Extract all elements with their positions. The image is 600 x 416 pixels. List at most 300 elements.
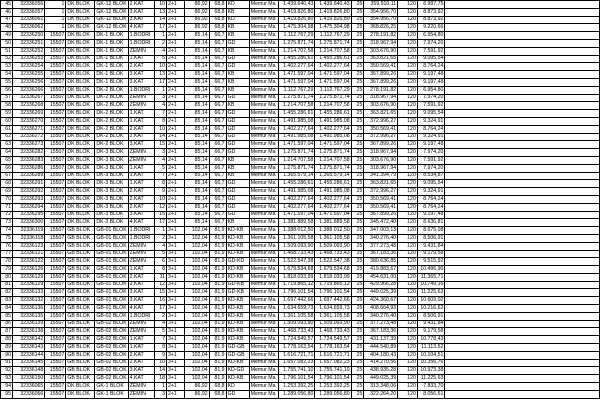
row-no-cell[interactable]: 67 <box>1 172 13 180</box>
facade-cell[interactable]: GD <box>226 125 249 133</box>
percent-cell[interactable]: 25 <box>351 102 364 110</box>
block-cell[interactable]: GK-12 BLOK <box>96 0 127 7</box>
facade-cell[interactable]: GD <box>226 63 249 71</box>
room-type-cell[interactable]: 3+1 <box>167 273 185 281</box>
unit-no-cell[interactable]: 11 <box>154 273 166 281</box>
category-cell[interactable]: Memur Ma <box>249 94 279 102</box>
net-area-cell[interactable]: 66,7 <box>209 39 226 47</box>
id-cell[interactable]: 32336293 <box>13 195 45 203</box>
code-cell[interactable]: 15507 <box>45 203 66 211</box>
block-group-cell[interactable]: GB BLOK <box>66 344 95 352</box>
block-cell[interactable]: GB-02 BLOK <box>96 367 127 374</box>
floor-cell[interactable]: 1.BODRI <box>128 312 154 320</box>
floor-cell[interactable]: 2.KAT <box>128 359 154 367</box>
total-price-cell[interactable]: 1.475.304,98 <box>315 24 351 32</box>
unit-no-cell[interactable]: 5 <box>154 164 166 172</box>
term-cell[interactable]: 120 <box>398 71 418 79</box>
term-cell[interactable]: 120 <box>398 289 418 297</box>
category-cell[interactable]: Memur Ma <box>249 203 279 211</box>
block-cell[interactable]: GK-1 BLOK <box>95 390 128 398</box>
code-cell[interactable]: 1 <box>45 24 66 32</box>
id-cell[interactable]: 32336119 <box>13 227 45 235</box>
term-cell[interactable]: 120 <box>398 258 418 266</box>
room-type-cell[interactable]: 3+1 <box>167 242 185 250</box>
block-cell[interactable]: DK-1 BLOK <box>95 63 128 71</box>
code-cell[interactable]: 15507 <box>45 63 66 71</box>
facade-cell[interactable]: KD-KB <box>226 336 249 344</box>
code-cell[interactable]: 15507 <box>45 125 66 133</box>
room-type-cell[interactable]: 2+1 <box>167 219 185 227</box>
installment-cell[interactable]: 7.974,20 <box>417 164 445 172</box>
category-cell[interactable]: Memur Ma <box>249 24 279 32</box>
block-group-cell[interactable]: DK BLOK <box>66 125 95 133</box>
room-type-cell[interactable]: 3+1 <box>167 328 185 336</box>
code-cell[interactable]: 15507 <box>45 55 66 63</box>
installment-cell[interactable]: 11.225,63 <box>417 375 445 383</box>
down-payment-cell[interactable]: 408.664,93 <box>364 305 398 313</box>
block-cell[interactable]: DK-2 BLOK <box>95 141 128 149</box>
total-price-cell[interactable]: 1.439.640,43 <box>315 1 351 9</box>
block-cell[interactable]: GB-02 BLOK <box>96 328 127 335</box>
down-payment-cell[interactable]: 278.191,82 <box>364 32 398 40</box>
room-type-cell[interactable]: 3+1 <box>167 266 185 274</box>
installment-cell[interactable]: 7.591,92 <box>417 156 445 164</box>
price-cell[interactable]: 1.778.163,54 <box>279 344 315 352</box>
net-area-cell[interactable]: 81,9 <box>209 266 226 274</box>
percent-cell[interactable]: 25 <box>351 63 364 71</box>
facade-cell[interactable]: GD-GB <box>226 344 249 352</box>
row-no-cell[interactable]: 79 <box>1 266 13 274</box>
total-price-cell[interactable]: 1.491.985,08 <box>315 188 351 196</box>
net-area-cell[interactable]: 81,9 <box>209 320 226 328</box>
row-no-cell[interactable]: 48 <box>1 24 13 32</box>
gross-area-cell[interactable]: 102,04 <box>185 281 209 289</box>
total-price-cell[interactable]: 1.214.707,58 <box>315 102 351 110</box>
room-type-cell[interactable]: 2+1 <box>167 110 185 118</box>
id-cell[interactable]: 32336148 <box>13 367 45 375</box>
gross-area-cell[interactable]: 102,04 <box>185 336 209 344</box>
facade-cell[interactable]: KD-KB <box>226 375 249 383</box>
gross-area-cell[interactable]: 85,14 <box>185 55 209 63</box>
facade-cell[interactable]: KD-KB <box>226 297 249 305</box>
room-type-cell[interactable]: 2+1 <box>167 203 185 211</box>
block-group-cell[interactable]: GB BLOK <box>66 351 95 359</box>
unit-no-cell[interactable]: 10 <box>154 195 166 203</box>
unit-no-cell[interactable]: 7 <box>154 336 166 344</box>
block-group-cell[interactable]: DK BLOK <box>66 149 95 157</box>
unit-no-cell[interactable]: 8 <box>154 117 166 125</box>
block-group-cell[interactable]: DK BLOK <box>66 32 95 40</box>
price-cell[interactable]: 1.471.597,04 <box>279 211 315 219</box>
percent-cell[interactable]: 25 <box>351 86 364 94</box>
code-cell[interactable]: 15507 <box>45 281 66 289</box>
code-cell[interactable]: 15507 <box>45 234 66 242</box>
block-cell[interactable]: GB-02 BLOK <box>96 359 127 366</box>
percent-cell[interactable]: 25 <box>351 125 364 133</box>
room-type-cell[interactable]: 2+1 <box>167 24 185 32</box>
price-cell[interactable]: 1.402.277,64 <box>279 195 315 203</box>
term-cell[interactable]: 120 <box>398 8 418 16</box>
id-cell[interactable]: 32336254 <box>13 63 45 71</box>
row-no-cell[interactable]: 89 <box>1 344 13 352</box>
percent-cell[interactable]: 25 <box>351 234 364 242</box>
net-area-cell[interactable]: 81,9 <box>209 281 226 289</box>
code-cell[interactable]: 15507 <box>45 156 66 164</box>
code-cell[interactable]: 15507 <box>45 320 66 328</box>
id-cell[interactable]: 32336057 <box>13 8 45 16</box>
installment-cell[interactable]: 9.431,84 <box>417 242 445 250</box>
floor-cell[interactable]: 2.KAT <box>128 203 154 211</box>
floor-cell[interactable]: 1.BODRI <box>128 86 154 94</box>
code-cell[interactable]: 15507 <box>45 188 66 196</box>
category-cell[interactable]: Memur Ma <box>249 117 279 125</box>
code-cell[interactable]: 15507 <box>45 164 66 172</box>
down-payment-cell[interactable]: 372.996,27 <box>364 133 398 141</box>
row-no-cell[interactable]: 57 <box>1 94 13 102</box>
id-cell[interactable]: 32336142 <box>13 336 45 344</box>
floor-cell[interactable]: 2.KAT <box>128 188 154 196</box>
block-cell[interactable]: DK-3 BLOK <box>95 188 128 196</box>
category-cell[interactable]: Memur Ma <box>249 180 279 188</box>
facade-cell[interactable]: GD <box>226 195 249 203</box>
category-cell[interactable]: Memur Ma <box>249 1 279 9</box>
category-cell[interactable]: Memur Ma <box>249 359 279 367</box>
percent-cell[interactable]: 25 <box>351 16 364 24</box>
block-cell[interactable]: GB-02 BLOK <box>96 343 127 350</box>
room-type-cell[interactable]: 3+1 <box>167 289 185 297</box>
total-price-cell[interactable]: 1.112.767,29 <box>315 86 351 94</box>
row-no-cell[interactable]: 66 <box>1 164 13 172</box>
installment-cell[interactable]: 8.506,91 <box>417 234 445 242</box>
block-group-cell[interactable]: DK BLOK <box>66 188 95 196</box>
id-cell[interactable]: 32336292 <box>13 188 45 196</box>
percent-cell[interactable]: 25 <box>351 117 364 125</box>
category-cell[interactable]: Memur Ma <box>249 258 279 266</box>
gross-area-cell[interactable]: 102,04 <box>185 344 209 352</box>
category-cell[interactable]: Memur Ma <box>249 8 279 16</box>
price-cell[interactable]: 1.471.597,04 <box>279 141 315 149</box>
term-cell[interactable]: 120 <box>398 266 418 274</box>
unit-no-cell[interactable]: 1 <box>154 86 166 94</box>
category-cell[interactable]: Memur Ma <box>249 242 279 250</box>
room-type-cell[interactable]: 2+1 <box>167 55 185 63</box>
down-payment-cell[interactable]: 313.348,06 <box>364 383 398 391</box>
installment-cell[interactable]: 10.496,90 <box>417 266 445 274</box>
floor-cell[interactable]: 1.KAT <box>128 110 154 118</box>
code-cell[interactable]: 15507 <box>45 250 66 258</box>
percent-cell[interactable]: 25 <box>351 39 364 47</box>
down-payment-cell[interactable]: 377.273,48 <box>364 242 398 250</box>
net-area-cell[interactable]: 81,9 <box>209 234 226 242</box>
row-no-cell[interactable]: 63 <box>1 141 13 149</box>
block-group-cell[interactable]: DK BLOK <box>66 8 95 16</box>
facade-cell[interactable]: GD <box>226 94 249 102</box>
down-payment-cell[interactable]: 350.569,41 <box>364 125 398 133</box>
category-cell[interactable]: Memur Ma <box>249 125 279 133</box>
price-cell[interactable]: 1.455.286,61 <box>279 55 315 63</box>
unit-no-cell[interactable]: 8 <box>154 344 166 352</box>
gross-area-cell[interactable]: 85,14 <box>185 102 209 110</box>
net-area-cell[interactable]: 81,9 <box>209 336 226 344</box>
unit-no-cell[interactable]: 9 <box>154 351 166 359</box>
row-no-cell[interactable]: 84 <box>1 305 13 313</box>
total-price-cell[interactable]: 1.361.105,58 <box>315 234 351 242</box>
code-cell[interactable]: 15507 <box>45 117 66 125</box>
block-group-cell[interactable]: DK BLOK <box>66 63 95 71</box>
installment-cell[interactable]: 9.515,92 <box>417 258 445 266</box>
category-cell[interactable]: Memur Ma <box>249 156 279 164</box>
term-cell[interactable]: 120 <box>398 133 418 141</box>
row-no-cell[interactable]: 94 <box>1 383 13 391</box>
facade-cell[interactable]: KB <box>226 156 249 164</box>
row-no-cell[interactable]: 72 <box>1 211 13 219</box>
code-cell[interactable]: 15507 <box>45 211 66 219</box>
category-cell[interactable]: Memur Ma <box>249 164 279 172</box>
term-cell[interactable]: 120 <box>398 188 418 196</box>
floor-cell[interactable]: 3.KAT <box>128 78 154 86</box>
id-cell[interactable]: 32336066 <box>13 390 45 398</box>
facade-cell[interactable]: KD-KB <box>226 242 249 250</box>
block-group-cell[interactable]: DK BLOK <box>66 203 95 211</box>
price-cell[interactable]: 1.719.865,12 <box>279 281 315 289</box>
price-cell[interactable]: 1.214.707,58 <box>279 102 315 110</box>
code-cell[interactable]: 15507 <box>45 141 66 149</box>
room-type-cell[interactable]: 3+1 <box>167 227 185 235</box>
net-area-cell[interactable]: 66,7 <box>209 164 226 172</box>
price-cell[interactable]: 1.365.579,14 <box>279 172 315 180</box>
code-cell[interactable]: 15507 <box>45 312 66 320</box>
down-payment-cell[interactable]: 367.183,36 <box>364 328 398 336</box>
block-cell[interactable]: DK-2 BLOK <box>95 86 128 94</box>
block-cell[interactable]: GB-01 BLOK <box>96 281 127 288</box>
down-payment-cell[interactable]: 367.899,26 <box>364 71 398 79</box>
percent-cell[interactable]: 25 <box>351 351 364 359</box>
facade-cell[interactable]: GD <box>226 39 249 47</box>
down-payment-cell[interactable]: 322.264,20 <box>364 390 398 398</box>
code-cell[interactable]: 15507 <box>45 328 66 336</box>
percent-cell[interactable]: 25 <box>351 172 364 180</box>
unit-no-cell[interactable]: 1 <box>154 383 166 391</box>
term-cell[interactable]: 120 <box>398 180 418 188</box>
code-cell[interactable]: 15507 <box>45 227 66 235</box>
term-cell[interactable]: 120 <box>398 383 418 391</box>
code-cell[interactable]: 15507 <box>45 375 66 383</box>
floor-cell[interactable]: 1.KAT <box>128 164 154 172</box>
facade-cell[interactable]: KB <box>226 164 249 172</box>
block-cell[interactable]: DK-3 BLOK <box>95 149 128 157</box>
total-price-cell[interactable]: 1.112.767,29 <box>315 32 351 40</box>
net-area-cell[interactable]: 66,7 <box>209 180 226 188</box>
category-cell[interactable]: Memur Ma <box>249 281 279 289</box>
floor-cell[interactable]: 2.KAT <box>128 273 154 281</box>
block-cell[interactable]: DK-3 BLOK <box>95 211 128 219</box>
unit-no-cell[interactable]: 10 <box>154 63 166 71</box>
percent-cell[interactable]: 25 <box>351 390 364 398</box>
row-no-cell[interactable]: 87 <box>1 328 13 336</box>
down-payment-cell[interactable]: 359.910,11 <box>364 1 398 9</box>
gross-area-cell[interactable]: 102,04 <box>185 289 209 297</box>
total-price-cell[interactable]: 1.471.597,04 <box>315 71 351 79</box>
price-cell[interactable]: 1.522.547,38 <box>279 258 315 266</box>
installment-cell[interactable]: 9.324,91 <box>417 188 445 196</box>
block-group-cell[interactable]: DK BLOK <box>66 86 95 94</box>
unit-no-cell[interactable]: 18 <box>154 375 166 383</box>
block-group-cell[interactable]: GB BLOK <box>66 281 95 289</box>
term-cell[interactable]: 120 <box>398 273 418 281</box>
block-cell[interactable]: GB-01 BLOK <box>96 226 127 233</box>
code-cell[interactable]: 15507 <box>45 133 66 141</box>
row-no-cell[interactable]: 85 <box>1 312 13 320</box>
down-payment-cell[interactable]: 368.826,25 <box>364 24 398 32</box>
installment-cell[interactable]: 9.324,91 <box>417 117 445 125</box>
installment-cell[interactable]: 10.973,38 <box>417 367 445 375</box>
total-price-cell[interactable]: 1.509.093,90 <box>315 242 351 250</box>
floor-cell[interactable]: 2.KAT <box>128 281 154 289</box>
price-cell[interactable]: 1.724.549,57 <box>279 336 315 344</box>
percent-cell[interactable]: 25 <box>351 180 364 188</box>
code-cell[interactable]: 15507 <box>45 219 66 227</box>
row-no-cell[interactable]: 64 <box>1 149 13 157</box>
room-type-cell[interactable]: 3+1 <box>167 344 185 352</box>
installment-cell[interactable]: 10.356,76 <box>417 359 445 367</box>
unit-no-cell[interactable]: 7 <box>154 172 166 180</box>
net-area-cell[interactable]: 68,8 <box>209 390 226 398</box>
term-cell[interactable]: 120 <box>398 328 418 336</box>
total-price-cell[interactable]: 1.697.442,66 <box>315 297 351 305</box>
percent-cell[interactable]: 25 <box>351 149 364 157</box>
unit-no-cell[interactable]: 4 <box>154 102 166 110</box>
percent-cell[interactable]: 25 <box>351 71 364 79</box>
floor-cell[interactable]: 2.KAT <box>128 133 154 141</box>
row-no-cell[interactable]: 55 <box>1 78 13 86</box>
category-cell[interactable]: Memur Ma <box>249 266 279 274</box>
installment-cell[interactable]: 8.997,75 <box>417 1 445 9</box>
floor-cell[interactable]: 1.BODRI <box>128 39 154 47</box>
term-cell[interactable]: 120 <box>398 367 418 375</box>
id-cell[interactable]: 32336135 <box>13 312 45 320</box>
id-cell[interactable]: 32336065 <box>13 383 45 391</box>
row-no-cell[interactable]: 93 <box>1 375 13 383</box>
percent-cell[interactable]: 25 <box>351 188 364 196</box>
row-no-cell[interactable]: 78 <box>1 258 13 266</box>
category-cell[interactable]: Memur Ma <box>249 63 279 71</box>
code-cell[interactable]: 15507 <box>45 71 66 79</box>
unit-no-cell[interactable]: 3 <box>154 390 166 398</box>
row-no-cell[interactable]: 56 <box>1 86 13 94</box>
net-area-cell[interactable]: 81,9 <box>209 273 226 281</box>
down-payment-cell[interactable]: 367.183,36 <box>364 250 398 258</box>
block-group-cell[interactable]: DK BLOK <box>66 1 95 9</box>
unit-no-cell[interactable]: 4 <box>154 320 166 328</box>
installment-cell[interactable]: 7.974,20 <box>417 94 445 102</box>
net-area-cell[interactable]: 66,7 <box>209 188 226 196</box>
installment-cell[interactable]: 11.113,52 <box>417 344 445 352</box>
down-payment-cell[interactable]: 404.180,43 <box>364 351 398 359</box>
price-cell[interactable]: 1.214.707,58 <box>279 156 315 164</box>
facade-cell[interactable]: KD <box>226 16 249 24</box>
row-no-cell[interactable]: 86 <box>1 320 13 328</box>
facade-cell[interactable]: KD-GD <box>226 367 249 375</box>
row-no-cell[interactable]: 70 <box>1 195 13 203</box>
net-area-cell[interactable]: 68,8 <box>209 16 226 24</box>
block-cell[interactable]: DK-3 BLOK <box>95 164 128 172</box>
row-no-cell[interactable]: 58 <box>1 102 13 110</box>
block-group-cell[interactable]: DK BLOK <box>66 55 95 63</box>
price-cell[interactable]: 1.455.286,61 <box>279 110 315 118</box>
net-area-cell[interactable]: 68,8 <box>209 24 226 32</box>
room-type-cell[interactable]: 2+1 <box>167 390 185 398</box>
code-cell[interactable]: 15507 <box>45 359 66 367</box>
gross-area-cell[interactable]: 102,04 <box>185 312 209 320</box>
term-cell[interactable]: 120 <box>398 351 418 359</box>
floor-cell[interactable]: 1.KAT <box>128 117 154 125</box>
installment-cell[interactable]: 9.431,84 <box>417 320 445 328</box>
id-cell[interactable]: 32336289 <box>13 172 45 180</box>
code-cell[interactable]: 1 <box>45 1 66 9</box>
total-price-cell[interactable]: 1.796.101,54 <box>315 375 351 383</box>
total-price-cell[interactable]: 1.214.707,58 <box>315 156 351 164</box>
block-cell[interactable]: DK-3 BLOK <box>95 219 128 227</box>
price-cell[interactable]: 1.112.767,29 <box>279 32 315 40</box>
unit-no-cell[interactable]: 8 <box>154 180 166 188</box>
block-group-cell[interactable]: DK BLOK <box>66 156 95 164</box>
block-group-cell[interactable]: DK BLOK <box>66 219 95 227</box>
percent-cell[interactable]: 25 <box>351 55 364 63</box>
price-cell[interactable]: 1.402.277,64 <box>279 125 315 133</box>
down-payment-cell[interactable]: 303.676,90 <box>364 47 398 55</box>
facade-cell[interactable]: GD-KD <box>226 258 249 266</box>
unit-no-cell[interactable]: 12 <box>154 203 166 211</box>
category-cell[interactable]: Memur Ma <box>249 141 279 149</box>
percent-cell[interactable]: 25 <box>351 320 364 328</box>
id-cell[interactable]: 32336145 <box>13 359 45 367</box>
block-group-cell[interactable]: DK BLOK <box>66 141 95 149</box>
term-cell[interactable]: 120 <box>398 375 418 383</box>
gross-area-cell[interactable]: 102,04 <box>185 273 209 281</box>
down-payment-cell[interactable]: 350.569,41 <box>364 63 398 71</box>
term-cell[interactable]: 120 <box>398 86 418 94</box>
net-area-cell[interactable]: 66,7 <box>209 203 226 211</box>
floor-cell[interactable]: ZEMIN <box>128 149 154 157</box>
row-no-cell[interactable]: 50 <box>1 39 13 47</box>
row-no-cell[interactable]: 65 <box>1 156 13 164</box>
gross-area-cell[interactable]: 85,14 <box>185 32 209 40</box>
block-group-cell[interactable]: GB BLOK <box>66 297 95 305</box>
facade-cell[interactable]: KB <box>226 172 249 180</box>
term-cell[interactable]: 120 <box>398 172 418 180</box>
row-no-cell[interactable]: 73 <box>1 219 13 227</box>
down-payment-cell[interactable]: 340.276,40 <box>364 234 398 242</box>
code-cell[interactable]: 15507 <box>45 273 66 281</box>
gross-area-cell[interactable]: 85,14 <box>185 219 209 227</box>
installment-cell[interactable]: 11.365,71 <box>417 273 445 281</box>
id-cell[interactable]: 32336123 <box>13 242 45 250</box>
facade-cell[interactable]: GD <box>226 55 249 63</box>
floor-cell[interactable]: 2.KAT <box>128 195 154 203</box>
installment-cell[interactable]: 9.197,48 <box>417 141 445 149</box>
total-price-cell[interactable]: 1.253.392,25 <box>315 383 351 391</box>
block-group-cell[interactable]: GB BLOK <box>66 234 95 242</box>
total-price-cell[interactable]: 1.419.826,80 <box>315 8 351 16</box>
total-price-cell[interactable]: 1.755.741,10 <box>315 367 351 375</box>
price-cell[interactable]: 1.455.286,61 <box>279 180 315 188</box>
room-type-cell[interactable]: 2+1 <box>167 383 185 391</box>
room-type-cell[interactable]: 3+1 <box>167 297 185 305</box>
block-group-cell[interactable]: GB BLOK <box>66 375 95 383</box>
down-payment-cell[interactable]: 318.967,94 <box>364 149 398 157</box>
category-cell[interactable]: Memur Ma <box>249 367 279 375</box>
floor-cell[interactable]: ZEMIN <box>128 383 154 391</box>
